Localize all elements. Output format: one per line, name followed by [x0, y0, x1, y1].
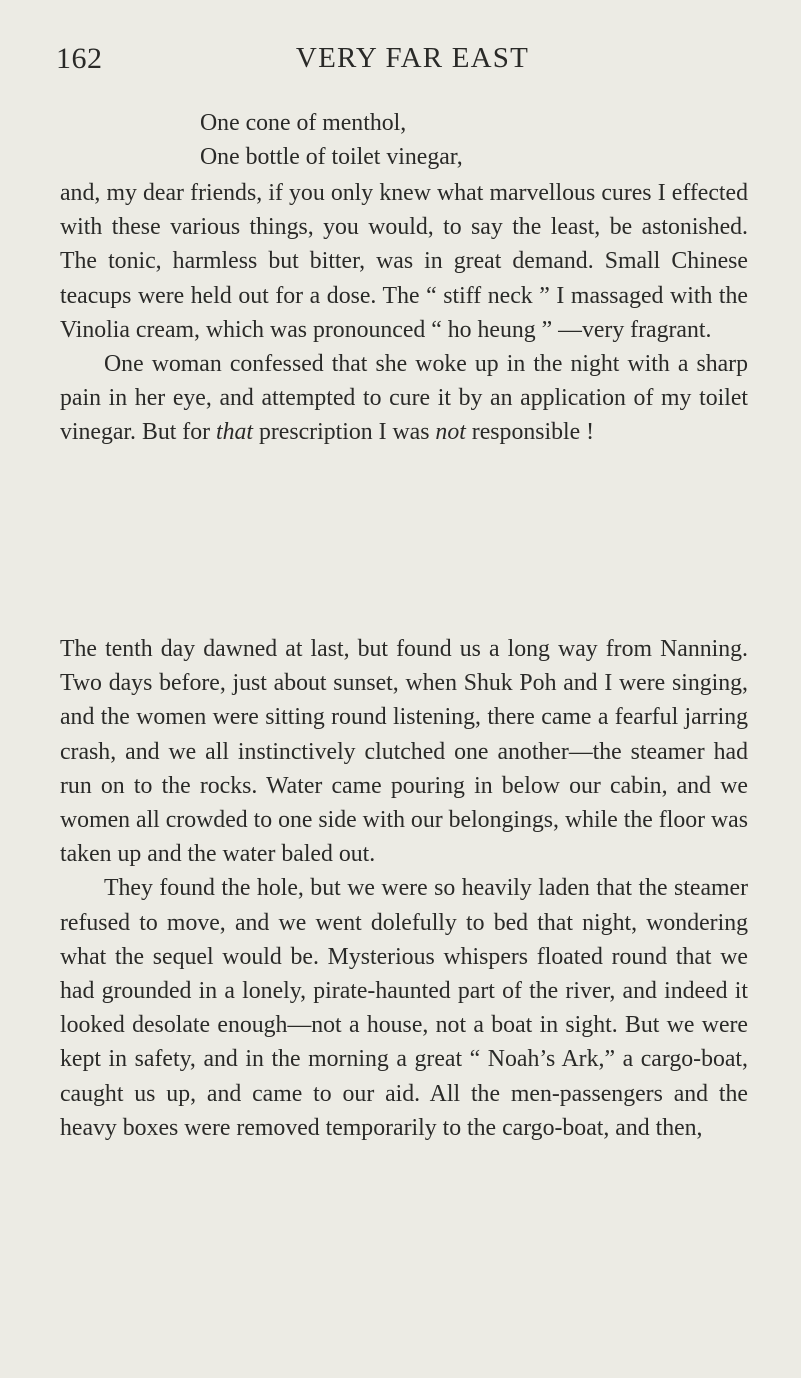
paragraph-text: prescription I was — [253, 419, 436, 446]
running-head — [56, 42, 745, 82]
paragraph-text: One woman confessed that she woke up in the night with a sharp pain in her eye, and attempted to cure it by an application of my toilet vinegar. But for — [60, 351, 748, 446]
emphasis-not: not — [435, 419, 466, 446]
page-number: 162 — [56, 42, 103, 75]
item-list — [200, 106, 740, 174]
paragraph-cures: and, my dear friends, if you only knew what marvellous cures I effected with these various things, you would, to say the least, be astonished. The tonic, harmless but bitter, was in great demand. Small Chinese teacups were held out for a dose. The “ stiff neck ” I massaged with the Vinolia cream, which was pronounced “ ho heung ” —very fragrant. — [60, 180, 748, 343]
text-block-top — [60, 176, 748, 450]
paragraph-text: responsible ! — [465, 419, 595, 446]
paragraph-toilet-vinegar — [60, 347, 748, 450]
list-item: One cone of menthol, — [200, 110, 407, 136]
running-title: VERY FAR EAST — [295, 42, 530, 74]
text-block-bottom — [60, 632, 748, 1145]
paragraph-found-hole: They found the hole, but we were so heavily laden that the steamer refused to move, and we went dolefully to bed that night, wondering what the sequel would be. Mysterious whispers floated round that we had grounded in a lonely, pirate-haunted part of the river, and indeed it looked desolate enough—not a house, not a boat in sight. But we were kept in safety, and in the morning a great “ Noah’s Ark,” a cargo-boat, caught us up, and came to our aid. All the men-passengers and the heavy boxes were removed temporarily to the cargo-boat, and then, — [60, 875, 748, 1141]
list-item: One bottle of toilet vinegar, — [200, 144, 463, 171]
emphasis-that: that — [215, 419, 254, 446]
paragraph-tenth-day: The tenth day dawned at last, but found us a long way from Nanning. Two days before, just about sunset, when Shuk Poh and I were singing, and the women were sitting round listening, there came a fearful jarring crash, and we all instinctively clutched one another—the steamer had run on to the rocks. Water came pouring in below our cabin, and we women all crowded to one side with our belongings, while the floor was taken up and the water baled out. — [60, 636, 748, 868]
